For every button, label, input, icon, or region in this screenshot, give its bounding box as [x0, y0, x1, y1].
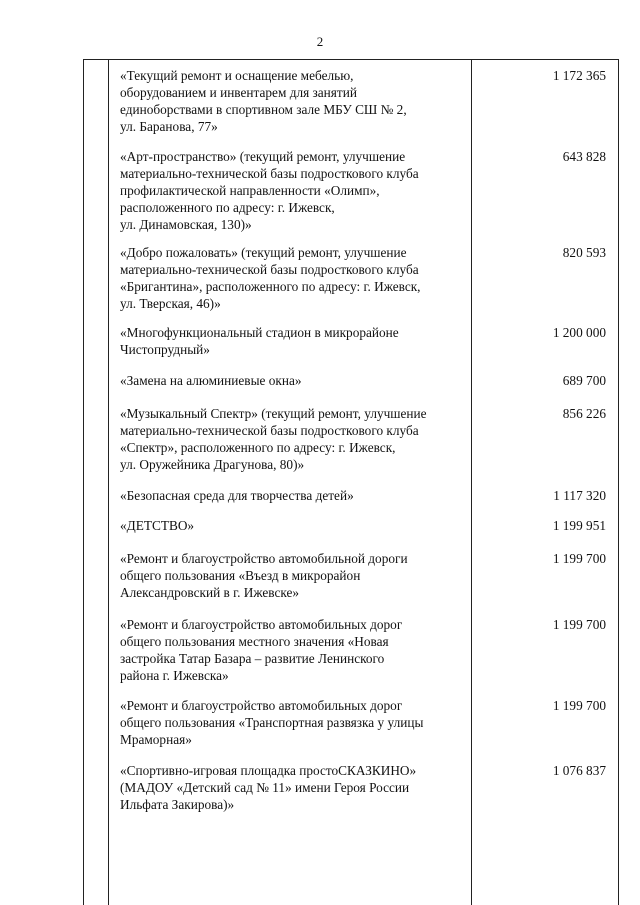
projects-table: [83, 59, 619, 905]
table-top-border: [83, 59, 619, 60]
project-name: «Ремонт и благоустройство автомобильной дороги общего пользования «Въезд в микрорайон Александровский в г. Ижевске»: [120, 551, 408, 600]
project-amount: 643 828: [562, 149, 606, 164]
project-amount: 856 226: [562, 406, 606, 421]
project-name: «Ремонт и благоустройство автомобильных дорог общего пользования «Транспортная развязка у улицы Мраморная»: [120, 698, 424, 747]
column-divider-amount: [471, 59, 472, 905]
project-name: «Музыкальный Спектр» (текущий ремонт, улучшение материально-технической базы подросткового клуба «Спектр», расположенного по адресу: г. Ижевск, ул. Оружейника Драгунова, 80)»: [120, 406, 427, 472]
project-name: «Безопасная среда для творчества детей»: [120, 488, 354, 503]
project-amount: 1 076 837: [552, 763, 606, 778]
project-amount: 689 700: [562, 373, 606, 388]
column-divider-first: [108, 59, 109, 905]
project-name: «Текущий ремонт и оснащение мебелью, оборудованием и инвентарем для занятий единоборствами в спортивном зале МБУ СШ № 2, ул. Баранова, 77»: [120, 68, 407, 134]
table-right-border: [618, 59, 619, 905]
project-name: «Замена на алюминиевые окна»: [120, 373, 302, 388]
project-name: «Арт-пространство» (текущий ремонт, улучшение материально-технической базы подросткового клуба профилактической направленности «Олимп», расположенного по адресу: г. Ижевск, ул. Динамовская, 130)»: [120, 149, 419, 232]
project-amount: 1 199 700: [552, 551, 606, 566]
project-name: «Спортивно-игровая площадка простоСКАЗКИНО» (МАДОУ «Детский сад № 11» имени Героя России Ильфата Закирова)»: [120, 763, 417, 812]
project-amount: 1 199 700: [552, 698, 606, 713]
table-left-border: [83, 59, 84, 905]
project-name: «ДЕТСТВО»: [120, 518, 195, 533]
project-amount: 1 199 700: [552, 617, 606, 632]
project-name: «Ремонт и благоустройство автомобильных дорог общего пользования местного значения «Новая застройка Татар Базара – развитие Ленинского района г. Ижевска»: [120, 617, 403, 683]
project-name: «Добро пожаловать» (текущий ремонт, улучшение материально-технической базы подросткового клуба «Бригантина», расположенного по адресу: г. Ижевск, ул. Тверская, 46)»: [120, 245, 421, 311]
project-amount: 1 117 320: [553, 488, 606, 503]
page-number: 2: [316, 34, 324, 49]
project-amount: 1 172 365: [552, 68, 606, 83]
project-amount: 820 593: [562, 245, 606, 260]
project-amount: 1 200 000: [552, 325, 606, 340]
project-amount: 1 199 951: [552, 518, 606, 533]
project-name: «Многофункциональный стадион в микрорайоне Чистопрудный»: [120, 325, 399, 357]
